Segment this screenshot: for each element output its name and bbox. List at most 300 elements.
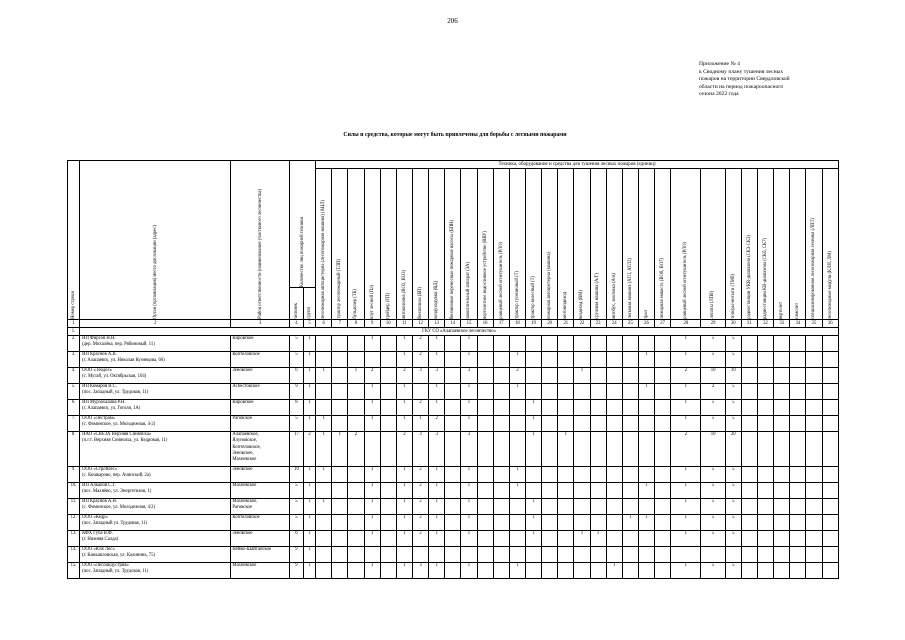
header-label-wrap [592, 273, 605, 319]
header-tech [741, 169, 757, 320]
data-cell [655, 515, 671, 531]
data-cell: 1 [671, 416, 701, 432]
column-number: 1 [68, 320, 80, 328]
data-cell [774, 531, 790, 547]
header-label-wrap [559, 292, 572, 319]
data-cell [655, 400, 671, 416]
data-cell: 3 [412, 432, 428, 467]
organization-line: КФХ Губа В.Ф. [82, 531, 113, 536]
data-cell: 5 [701, 416, 725, 432]
header-district [231, 161, 290, 320]
data-cell [806, 547, 822, 563]
data-cell [822, 400, 838, 416]
header-label: трал [643, 310, 649, 319]
data-cell [806, 531, 822, 547]
data-cell: 1 [509, 467, 525, 483]
table-row [68, 336, 839, 352]
section-row [68, 328, 839, 336]
data-cell [332, 336, 348, 352]
data-cell [574, 352, 590, 368]
district-line: Ялуновское, [232, 438, 258, 444]
data-cell [558, 547, 574, 563]
data-cell: 1 [396, 499, 412, 515]
header-tech [493, 169, 509, 320]
data-cell: 1 [304, 515, 316, 531]
data-cell [822, 416, 838, 432]
district-cell [231, 499, 290, 515]
data-cell: 17 [289, 432, 303, 467]
data-cell [477, 531, 493, 547]
data-cell: 5 [701, 352, 725, 368]
header-label-wrap [824, 251, 837, 320]
organization-line: ООО «Кедр» [82, 515, 108, 520]
data-cell [509, 531, 525, 547]
data-cell: 1 [509, 352, 525, 368]
data-cell [542, 531, 558, 547]
data-cell [590, 515, 606, 531]
data-cell [638, 547, 654, 563]
data-cell [606, 352, 622, 368]
data-cell [655, 499, 671, 515]
data-cell: 1 [461, 467, 477, 483]
data-cell [822, 547, 838, 563]
column-number: 12 [412, 320, 428, 328]
data-cell: 1 [304, 547, 316, 563]
district-line: Зеновское [232, 531, 253, 536]
header-tech [509, 169, 525, 320]
data-cell: 6 [289, 531, 303, 547]
organization-cell [80, 515, 231, 531]
district-line: Кировское [232, 400, 254, 405]
data-cell [701, 547, 725, 563]
data-cell [741, 384, 757, 400]
organization-cell [80, 483, 231, 499]
data-cell [590, 432, 606, 467]
data-cell [822, 531, 838, 547]
data-cell [332, 416, 348, 432]
data-cell: 1 [364, 400, 380, 416]
data-cell [348, 483, 364, 499]
data-cell [822, 563, 838, 579]
header-label: бензопилы (БП) [417, 287, 423, 319]
data-cell: 1 [461, 563, 477, 579]
column-number: 7 [332, 320, 348, 328]
data-cell [445, 352, 461, 368]
column-number: 36 [822, 320, 838, 328]
data-cell: 10 [701, 368, 725, 384]
organization-line: ИП Комаров В.С. [82, 384, 117, 389]
data-cell [606, 467, 622, 483]
data-cell [380, 432, 396, 467]
district-cell [231, 483, 290, 499]
district-line: Асбестовское [232, 384, 260, 389]
data-cell: 2 [412, 352, 428, 368]
organization-cell [80, 336, 231, 352]
data-cell [477, 515, 493, 531]
data-cell [774, 400, 790, 416]
header-tech [590, 169, 606, 320]
data-cell [525, 547, 541, 563]
organization-line: (пос. Западный ул. Трудовая, 11) [82, 521, 148, 527]
data-cell [806, 368, 822, 384]
data-cell: 1 [364, 416, 380, 432]
row-number: 4. [68, 368, 80, 384]
data-cell [348, 547, 364, 563]
data-cell: 5 [725, 400, 741, 416]
data-cell: 1 [364, 467, 380, 483]
data-cell [638, 467, 654, 483]
data-cell: 1 [396, 352, 412, 368]
data-cell: 5 [725, 563, 741, 579]
data-cell [806, 563, 822, 579]
data-cell [774, 384, 790, 400]
data-cell [606, 531, 622, 547]
data-cell [412, 384, 428, 400]
data-cell [477, 499, 493, 515]
district-cell [231, 547, 290, 563]
data-cell [348, 400, 364, 416]
column-number: 31 [741, 320, 757, 328]
header-tech [638, 169, 654, 320]
data-cell [542, 547, 558, 563]
data-cell [574, 563, 590, 579]
column-number: 13 [429, 320, 445, 328]
data-cell [725, 547, 741, 563]
data-cell [316, 483, 332, 499]
data-cell [477, 352, 493, 368]
row-number: 3. [68, 352, 80, 368]
table-row [68, 368, 839, 384]
data-cell [332, 531, 348, 547]
data-cell [316, 563, 332, 579]
column-number: 17 [493, 320, 509, 328]
data-cell [445, 499, 461, 515]
data-cell [509, 515, 525, 531]
data-cell [790, 515, 806, 531]
header-label-wrap [807, 218, 820, 319]
data-cell: 9 [289, 563, 303, 579]
district-cell [231, 563, 290, 579]
data-cell [348, 515, 364, 531]
row-number: 13. [68, 531, 80, 547]
column-number: 16 [477, 320, 493, 328]
column-number: 3 [231, 320, 290, 328]
column-number: 25 [622, 320, 638, 328]
data-cell [741, 531, 757, 547]
data-cell [774, 352, 790, 368]
data-cell [806, 515, 822, 531]
data-cell [509, 400, 525, 416]
header-label: пожарная емкость (ВОб, ВО7) [660, 258, 666, 319]
data-cell: 1 [671, 499, 701, 515]
data-cell [822, 384, 838, 400]
table-row [68, 400, 839, 416]
data-cell [364, 352, 380, 368]
data-cell [790, 467, 806, 483]
header-tech [542, 169, 558, 320]
header-tech [701, 169, 725, 320]
data-cell [606, 483, 622, 499]
data-cell [790, 499, 806, 515]
data-cell [380, 499, 396, 515]
data-cell [316, 531, 332, 547]
header-label: топоры-мотыги (ТМб) [730, 274, 736, 319]
data-cell: 1 [671, 352, 701, 368]
organization-line: НАО «СВЕЗА Верхняя Синячиха» [82, 432, 152, 437]
data-cell [493, 368, 509, 384]
table-body [68, 328, 839, 579]
data-cell [638, 563, 654, 579]
header-tech [774, 169, 790, 320]
data-cell [558, 368, 574, 384]
column-number: 20 [542, 320, 558, 328]
data-cell [606, 416, 622, 432]
organization-cell [80, 416, 231, 432]
data-cell [655, 352, 671, 368]
header-label-wrap [624, 258, 637, 319]
data-cell [574, 432, 590, 467]
header-label-wrap [495, 242, 508, 319]
data-cell: 2 [348, 432, 364, 467]
data-cell: 5 [725, 352, 741, 368]
data-cell [558, 400, 574, 416]
table-row [68, 499, 839, 515]
column-number: 34 [790, 320, 806, 328]
data-cell [590, 368, 606, 384]
data-cell [477, 483, 493, 499]
district-line: Раговское [232, 505, 253, 511]
data-cell [493, 499, 509, 515]
data-cell [790, 547, 806, 563]
data-cell [316, 336, 332, 352]
organization-line: (дер. Михалёва, пер. Рябиновый, 11) [82, 342, 155, 348]
row-number: 8. [68, 432, 80, 467]
header-label-wrap [479, 231, 492, 319]
row-number: 9. [68, 467, 80, 483]
organization-line: ИП Алкапов С.Г. [82, 483, 116, 488]
data-cell [790, 384, 806, 400]
data-cell [741, 467, 757, 483]
header-label-wrap [333, 259, 346, 319]
data-cell [757, 499, 773, 515]
data-cell [525, 336, 541, 352]
data-cell: 1 [671, 531, 701, 547]
data-cell [332, 384, 348, 400]
data-cell [332, 352, 348, 368]
data-cell: 1 [525, 416, 541, 432]
header-tech [806, 169, 822, 320]
data-cell: 3 [412, 368, 428, 384]
district-line: Махневское [232, 563, 257, 568]
data-cell [493, 467, 509, 483]
data-cell [461, 547, 477, 563]
header-label: грузовая машина (А/Г) [595, 273, 601, 319]
data-cell [622, 352, 638, 368]
header-tech [316, 169, 332, 320]
data-cell [558, 467, 574, 483]
data-cell: 1 [429, 467, 445, 483]
data-cell: 5 [725, 515, 741, 531]
organization-line: ИП Краснов А.В. [82, 352, 117, 357]
data-cell [757, 384, 773, 400]
data-cell [525, 384, 541, 400]
data-cell [348, 467, 364, 483]
data-cell [525, 467, 541, 483]
data-cell [574, 400, 590, 416]
data-cell [790, 352, 806, 368]
data-cell [741, 432, 757, 467]
data-cell [774, 499, 790, 515]
data-cell: 1 [525, 531, 541, 547]
data-cell [477, 336, 493, 352]
header-label-wrap [656, 258, 669, 319]
data-cell: 1 [671, 400, 701, 416]
data-cell [741, 483, 757, 499]
data-cell [574, 499, 590, 515]
table-row [68, 563, 839, 579]
data-cell [445, 368, 461, 384]
data-cell [493, 352, 509, 368]
data-cell [741, 547, 757, 563]
data-cell [412, 547, 428, 563]
data-cell: 1 [638, 483, 654, 499]
column-number: 5 [304, 320, 316, 328]
column-number: 15 [461, 320, 477, 328]
data-cell [445, 432, 461, 467]
header-tech [606, 169, 622, 320]
header-label: вертолетное водосливное устройство (ВВУ) [482, 231, 488, 319]
data-cell: 1 [429, 352, 445, 368]
header-label-wrap [672, 242, 699, 319]
data-cell [542, 467, 558, 483]
data-cell [806, 499, 822, 515]
header-tech [757, 169, 773, 320]
data-cell: 5 [725, 483, 741, 499]
header-label: автобус, вахтовка (А/в) [611, 273, 617, 319]
data-cell [558, 352, 574, 368]
appendix-line: области на период пожароопасного [699, 83, 784, 90]
data-cell [655, 336, 671, 352]
table-row [68, 432, 839, 467]
data-cell [757, 547, 773, 563]
header-label-wrap [775, 302, 788, 319]
data-cell [638, 400, 654, 416]
column-number: 32 [757, 320, 773, 328]
district-line: Коптеловское, [232, 444, 261, 450]
header-label: ранцевый лесной огнетушитель (РЛО) [683, 242, 689, 319]
data-cell: 1 [304, 352, 316, 368]
data-cell [445, 336, 461, 352]
data-cell [396, 547, 412, 563]
data-cell [774, 416, 790, 432]
data-cell [445, 563, 461, 579]
header-tech [822, 169, 838, 320]
header-label: лесопожарная автоцистерна (лесопожарная машина) (АЦЛ) [321, 199, 327, 319]
data-cell [445, 384, 461, 400]
header-label: вертолет [779, 301, 785, 319]
table-row [68, 547, 839, 563]
data-cell: 2 [412, 467, 428, 483]
organization-line: (г. Алапаевск, ул. Гоголя, 1А) [82, 406, 141, 412]
data-cell: 1 [316, 416, 332, 432]
data-cell [590, 352, 606, 368]
table-row [68, 515, 839, 531]
data-cell: 5 [725, 531, 741, 547]
organization-line: ООО «Юж Лес» [82, 547, 115, 552]
data-cell [741, 563, 757, 579]
data-cell [757, 467, 773, 483]
data-cell: 5 [701, 531, 725, 547]
data-cell [741, 368, 757, 384]
data-cell [316, 384, 332, 400]
district-line: Алапаевское, [232, 432, 259, 437]
data-cell: 1 [461, 400, 477, 416]
row-number: 11. [68, 499, 80, 515]
district-line: Махневское, [232, 499, 258, 504]
data-cell: 2 [412, 400, 428, 416]
district-line: Зеновское [232, 467, 253, 472]
data-cell [806, 384, 822, 400]
organization-line: ИП Мурзахалина Р.Н. [82, 400, 126, 405]
data-cell [477, 547, 493, 563]
header-tech-group: Техника, оборудование и средства для тушения лесных пожаров (единиц) [316, 161, 839, 169]
data-cell [316, 515, 332, 531]
data-cell [558, 384, 574, 400]
data-cell [493, 483, 509, 499]
data-cell [822, 336, 838, 352]
column-number: 6 [316, 320, 332, 328]
data-cell: 1 [638, 384, 654, 400]
data-cell [332, 563, 348, 579]
data-cell: 1 [671, 467, 701, 483]
row-number: 5. [68, 384, 80, 400]
data-cell: 1 [671, 515, 701, 531]
district-cell [231, 515, 290, 531]
data-cell: 1 [622, 515, 638, 531]
data-cell: 1 [461, 352, 477, 368]
data-cell: 2 [412, 336, 428, 352]
data-cell [590, 563, 606, 579]
data-cell [574, 467, 590, 483]
header-organization [80, 161, 231, 320]
data-cell: 1 [429, 384, 445, 400]
data-cell [542, 384, 558, 400]
header-label: Орган (организация) место дислокации (адрес) [152, 224, 158, 319]
section-row-number: 1. [68, 328, 80, 336]
data-cell [606, 368, 622, 384]
data-cell: 1 [461, 384, 477, 400]
data-cell: 5 [701, 499, 725, 515]
data-cell [590, 400, 606, 416]
data-cell [638, 368, 654, 384]
data-cell [790, 531, 806, 547]
data-cell [655, 432, 671, 467]
data-cell: 5 [725, 499, 741, 515]
data-cell: 1 [671, 336, 701, 352]
data-cell [741, 352, 757, 368]
data-cell: 1 [304, 384, 316, 400]
data-cell [542, 499, 558, 515]
data-cell [477, 368, 493, 384]
data-cell [822, 368, 838, 384]
district-line: Раговское [232, 416, 253, 421]
district-line: Нейво-Шайтанское [232, 547, 272, 552]
organization-line: (г. Камышловская, ул. Калинина, 75) [82, 553, 156, 559]
data-cell [757, 368, 773, 384]
data-cell: 10 [289, 467, 303, 483]
header-tech [622, 169, 638, 320]
data-cell [638, 336, 654, 352]
